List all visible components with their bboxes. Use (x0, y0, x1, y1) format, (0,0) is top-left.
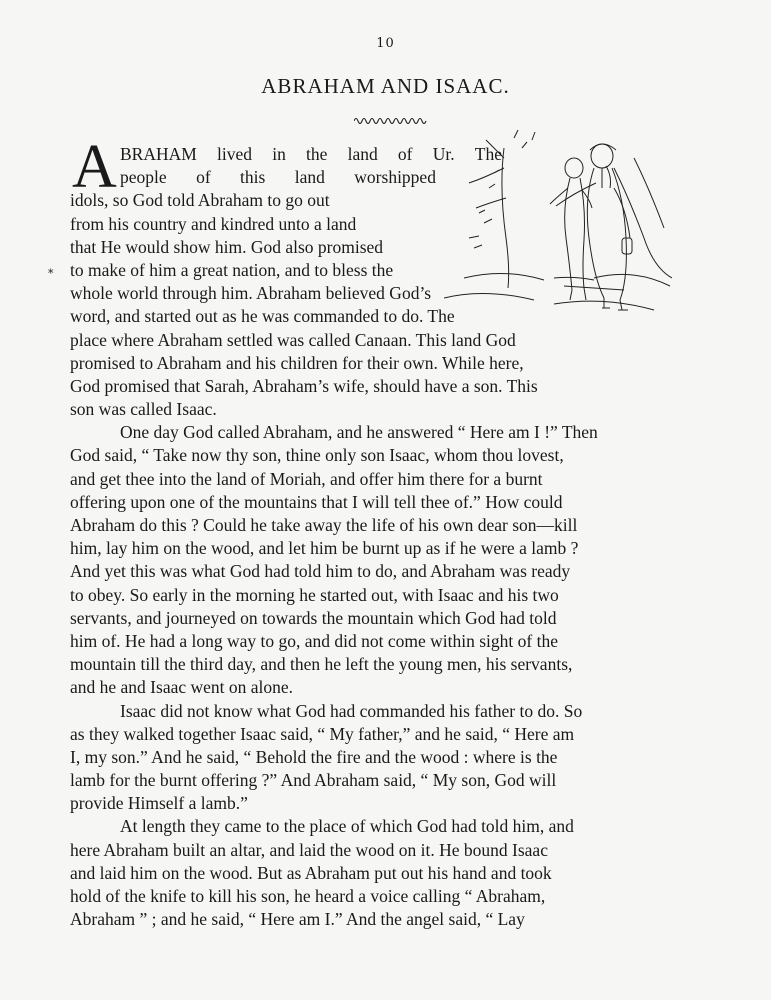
text-line: God promised that Sarah, Abraham’s wife, should have a son. This (70, 375, 538, 396)
text-line: him, lay him on the wood, and let him be burnt up as if he were a lamb ? (70, 538, 579, 559)
text-line: as they walked together Isaac said, “ My father,” and he said, “ Here am (70, 723, 575, 744)
text-line: and he and Isaac went on alone. (70, 677, 294, 698)
text-line: Abraham ” ; and he said, “ Here am I.” And the angel said, “ Lay (70, 909, 525, 930)
page-number: 10 (376, 36, 395, 51)
text-line: that He would show him. God also promised (70, 236, 384, 257)
drop-cap: A (72, 133, 117, 201)
text-line: And yet this was what God had told him to do, and Abraham was ready (70, 561, 571, 582)
text-line: At length they came to the place of which God had told him, and (120, 816, 574, 837)
text-line: word, and started out as he was commanded to do. The (70, 306, 455, 327)
text-line: whole world through him. Abraham believed God’s (70, 283, 432, 304)
text-line: lamb for the burnt offering ?” And Abraham said, “ My son, God will (70, 770, 557, 791)
text-line: offering upon one of the mountains that I will tell thee of.” How could (70, 491, 563, 512)
text-line: idols, so God told Abraham to go out (70, 190, 330, 211)
text-line: promised to Abraham and his children for their own. While here, (70, 352, 524, 373)
text-line: people of this land worshipped (120, 167, 436, 188)
text-line: I, my son.” And he said, “ Behold the fire and the wood : where is the (70, 746, 558, 767)
title-ornament-icon (354, 116, 428, 126)
text-line: place where Abraham settled was called Canaan. This land God (70, 329, 516, 350)
story-text (70, 143, 710, 931)
text-line: BRAHAM lived in the land of Ur. The (120, 144, 502, 164)
margin-mark: * (48, 267, 54, 280)
text-line: here Abraham built an altar, and laid the wood on it. He bound Isaac (70, 839, 548, 860)
text-line: to make of him a great nation, and to bless the (70, 259, 394, 280)
text-line: him of. He had a long way to go, and did not come within sight of the (70, 630, 558, 651)
text-line: servants, and journeyed on towards the mountain which God had told (70, 607, 557, 628)
page-title: ABRAHAM AND ISAAC. (261, 74, 510, 98)
text-line: from his country and kindred unto a land (70, 213, 357, 234)
text-line: One day God called Abraham, and he answered “ Here am I !” Then (120, 422, 598, 443)
text-line: son was called Isaac. (70, 399, 217, 420)
text-line: and laid him on the wood. But as Abraham put out his hand and took (70, 862, 552, 883)
text-line: hold of the knife to kill his son, he heard a voice calling “ Abraham, (70, 886, 546, 906)
text-line: and get thee into the land of Moriah, and offer him there for a burnt (70, 468, 543, 489)
text-line: Isaac did not know what God had commanded his father to do. So (120, 700, 583, 721)
text-line: provide Himself a lamb.” (70, 793, 248, 814)
text-line: God said, “ Take now thy son, thine only son Isaac, whom thou lovest, (70, 445, 564, 466)
text-line: Abraham do this ? Could he take away the life of his own dear son—kill (70, 515, 578, 535)
text-line: mountain till the third day, and then he left the young men, his servants, (70, 654, 573, 675)
text-line: to obey. So early in the morning he started out, with Isaac and his two (70, 584, 559, 605)
